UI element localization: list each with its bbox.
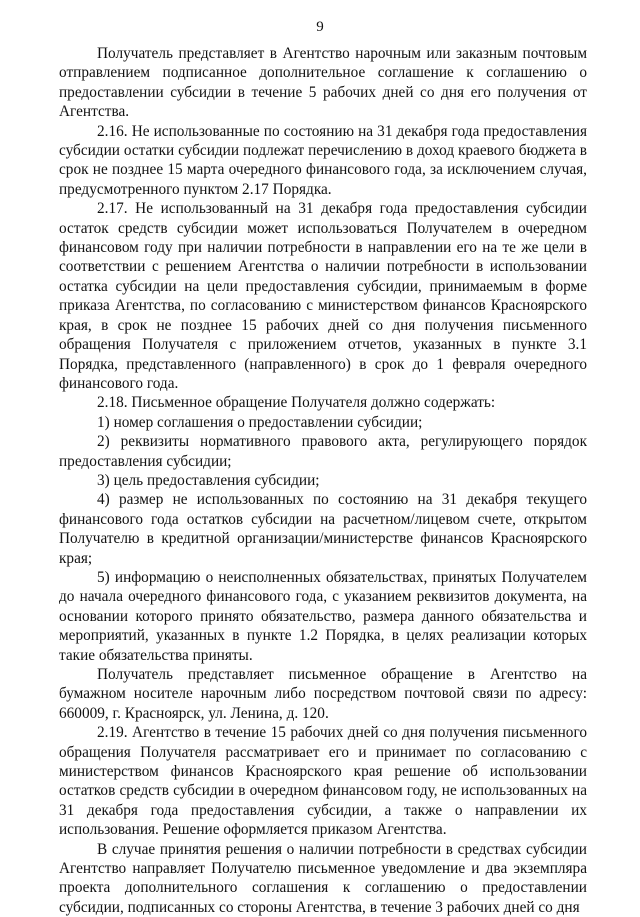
paragraph-2-17: 2.17. Не использованный на 31 декабря года предоставления субсидии остаток средств субсидии может использоваться Получателем в очередном финансовом году при наличии потребности в направлении его на те же цели в соответствии с решением Агентства о наличии потребности в использовании остатка субсидии на цели предоставления субсидии, принимаемым в форме приказа Агентства, по согласованию с министерством финансов Красноярского края, в срок не позднее 15 рабочих дней со дня получения письменного обращения Получателя с приложением отчетов, указанных в пункте 3.1 Порядка, представленного (направленного) в срок до 1 февраля очередного финансового года. (59, 200, 587, 392)
page-number: 9 (316, 19, 324, 35)
paragraph-2-16: 2.16. Не использованные по состоянию на 31 декабря года предоставления субсидии остатки субсидии подлежат перечислению в доход краевого бюджета в срок не позднее 15 марта очередного финансового года, за исключением случая, предусмотренного пунктом 2.17 Порядка. (59, 122, 587, 198)
paragraph-2-19: 2.19. Агентство в течение 15 рабочих дней со дня получения письменного обращения Получателя рассматривает его и принимает по согласованию с министерством финансов Красноярского края решение об использовании остатков средств субсидии в очередном финансовом году, не использованных на 31 декабря года предоставления субсидии, а также о направлении их использования. Решение оформляется приказом Агентства. (59, 724, 587, 839)
list-item-4: 4) размер не использованных по состоянию на 31 декабря текущего финансового года остатков субсидии на расчетном/лицевом счете, открытом Получателю в кредитной организации/министерстве финансов Красноярского края; (59, 491, 587, 567)
paragraph-2-18: 2.18. Письменное обращение Получателя должно содержать: (97, 394, 496, 412)
paragraph-decision: В случае принятия решения о наличии потребности в средствах субсидии Агентство направляет Получателю письменное уведомление и два экземпляра проекта дополнительного соглашения к соглашению о предоставлении субсидии, подписанных со стороны Агентства, в течение 3 рабочих дней со дня (59, 840, 587, 916)
list-item-2: 2) реквизиты нормативного правового акта, регулирующего порядок предоставления субсидии; (59, 433, 587, 470)
paragraph-address: Получатель представляет письменное обращение в Агентство на бумажном носителе нарочным либо посредством почтовой связи по адресу: 660009, г. Красноярск, ул. Ленина, д. 120. (59, 666, 587, 722)
paragraph-intro: Получатель представляет в Агентство нарочным или заказным почтовым отправлением подписанное дополнительное соглашение к соглашению о предоставлении субсидии в течение 5 рабочих дней со дня его получения от Агентства. (59, 45, 587, 121)
list-item-1: 1) номер соглашения о предоставлении субсидии; (97, 413, 423, 431)
document-body (59, 44, 587, 917)
list-item-5: 5) информацию о неисполненных обязательствах, принятых Получателем до начала очередного финансового года, с указанием реквизитов документа, на основании которого принято обязательство, размера данного обязательства и мероприятий, указанных в пункте 1.2 Порядка, в целях реализации которых такие обязательства приняты. (59, 568, 587, 664)
list-item-3: 3) цель предоставления субсидии; (97, 471, 320, 489)
